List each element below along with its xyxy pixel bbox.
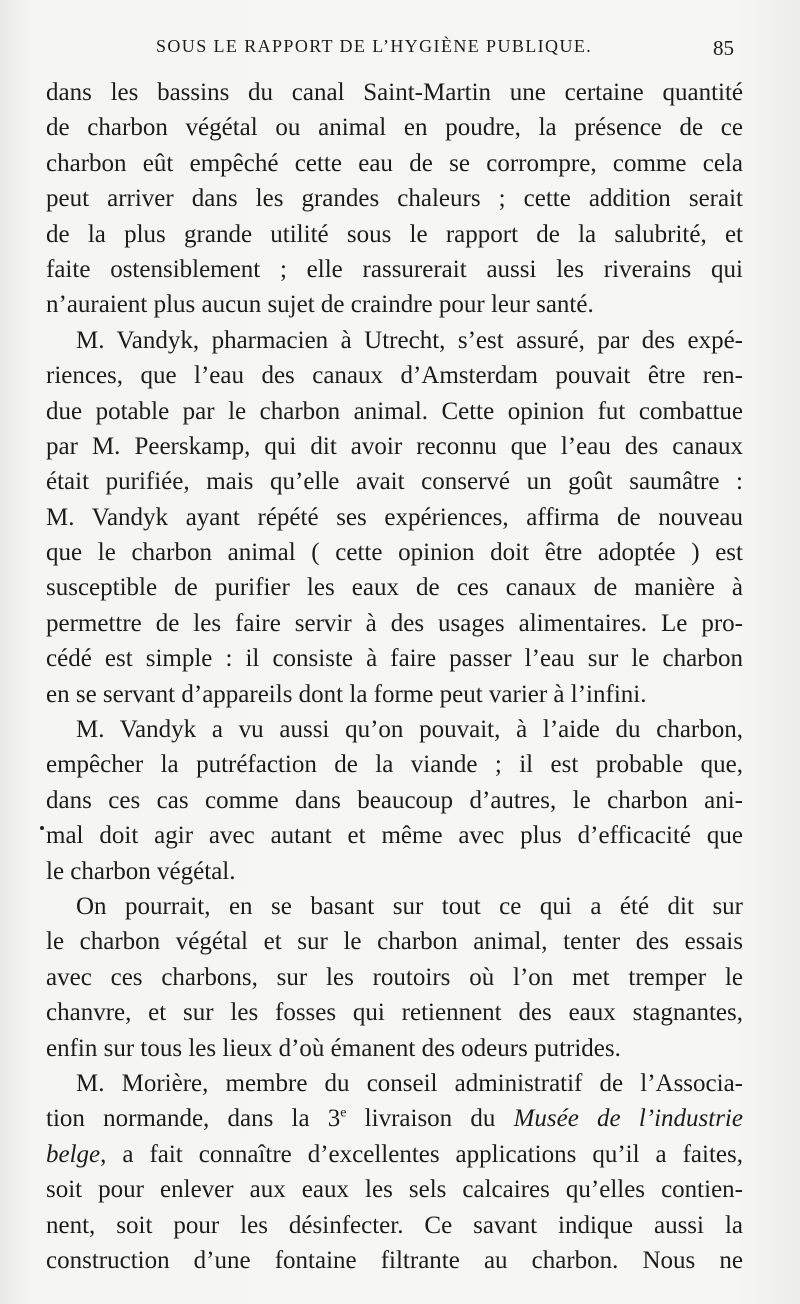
text-fragment: , a fait connaître d’excellentes applications qu’il a faites, — [100, 1140, 743, 1168]
text-line: peut arriver dans les grandes chaleurs ; cette addition serait — [46, 185, 743, 213]
text-line: par M. Peerskamp, qui dit avoir reconnu que l’eau des canaux — [46, 432, 743, 460]
ink-speck — [40, 826, 44, 830]
text-line: de la plus grande utilité sous le rapport de la salubrité, et — [46, 220, 743, 248]
text-line: M. Vandyk a vu aussi qu’on pouvait, à l’aide du charbon, — [76, 716, 743, 744]
text-line: le charbon végétal et sur le charbon animal, tenter des essais — [46, 928, 743, 956]
text-line: empêcher la putréfaction de la viande ; il est probable que, — [46, 751, 743, 779]
text-line: mal doit agir avec autant et même avec plus d’efficacité que — [46, 822, 743, 850]
italic-title: Musée de l’industrie — [513, 1105, 743, 1133]
text-line: cédé est simple : il consiste à faire passer l’eau sur le charbon — [46, 645, 743, 673]
text-line: n’auraient plus aucun sujet de craindre pour leur santé. — [46, 291, 594, 319]
text-line: soit pour enlever aux eaux les sels calcaires qu’elles contien- — [46, 1176, 743, 1204]
running-title: SOUS LE RAPPORT DE L’HYGIÈNE PUBLIQUE. — [156, 36, 593, 56]
text-line: due potable par le charbon animal. Cette opinion fut combattue — [46, 397, 743, 425]
text-line: nent, soit pour les désinfecter. Ce savant indique aussi la — [46, 1211, 743, 1239]
text-line: dans les bassins du canal Saint-Martin une certaine quantité — [46, 79, 743, 106]
text-line: riences, que l’eau des canaux d’Amsterdam pouvait être ren- — [46, 362, 743, 390]
text-line: enfin sur tous les lieux d’où émanent des odeurs putrides. — [46, 1034, 621, 1062]
text-fragment: tion normande, dans la 3 — [46, 1105, 341, 1133]
text-fragment: livraison du — [346, 1105, 514, 1133]
text-line: M. Vandyk ayant répété ses expériences, affirma de nouveau — [46, 503, 743, 531]
text-line: susceptible de purifier les eaux de ces canaux de manière à — [46, 574, 743, 602]
text-line: construction d’une fontaine filtrante au charbon. Nous ne — [46, 1246, 743, 1274]
text-line: chanvre, et sur les fosses qui retiennent des eaux stagnantes, — [46, 999, 743, 1027]
text-line: M. Morière, membre du conseil administratif de l’Associa- — [76, 1069, 743, 1097]
body-text — [46, 75, 743, 1278]
text-line: de charbon végétal ou animal en poudre, la présence de ce — [46, 114, 743, 142]
text-line: faite ostensiblement ; elle rassurerait aussi les riverains qui — [46, 255, 743, 283]
page-number: 85 — [713, 36, 734, 60]
text-line: dans ces cas comme dans beaucoup d’autres, le charbon ani- — [46, 786, 743, 814]
ordinal-superscript: e — [340, 1106, 347, 1121]
text-line: M. Vandyk, pharmacien à Utrecht, s’est assuré, par des expé- — [76, 326, 743, 354]
text-line: charbon eût empêché cette eau de se corrompre, comme cela — [46, 149, 743, 177]
text-line: en se servant d’appareils dont la forme peut varier à l’infini. — [46, 680, 647, 708]
text-line — [46, 1101, 743, 1136]
text-line — [46, 1137, 743, 1172]
text-line: On pourrait, en se basant sur tout ce qui a été dit sur — [76, 892, 743, 920]
text-line: le charbon végétal. — [46, 857, 236, 885]
text-line: était purifiée, mais qu’elle avait conservé un goût saumâtre : — [46, 468, 743, 496]
text-line: avec ces charbons, sur les routoirs où l’on met tremper le — [46, 963, 743, 991]
text-line: permettre de les faire servir à des usages alimentaires. Le pro- — [46, 609, 743, 637]
text-line: que le charbon animal ( cette opinion doit être adoptée ) est — [46, 539, 743, 567]
italic-title: belge — [46, 1140, 101, 1168]
running-header — [46, 36, 746, 64]
